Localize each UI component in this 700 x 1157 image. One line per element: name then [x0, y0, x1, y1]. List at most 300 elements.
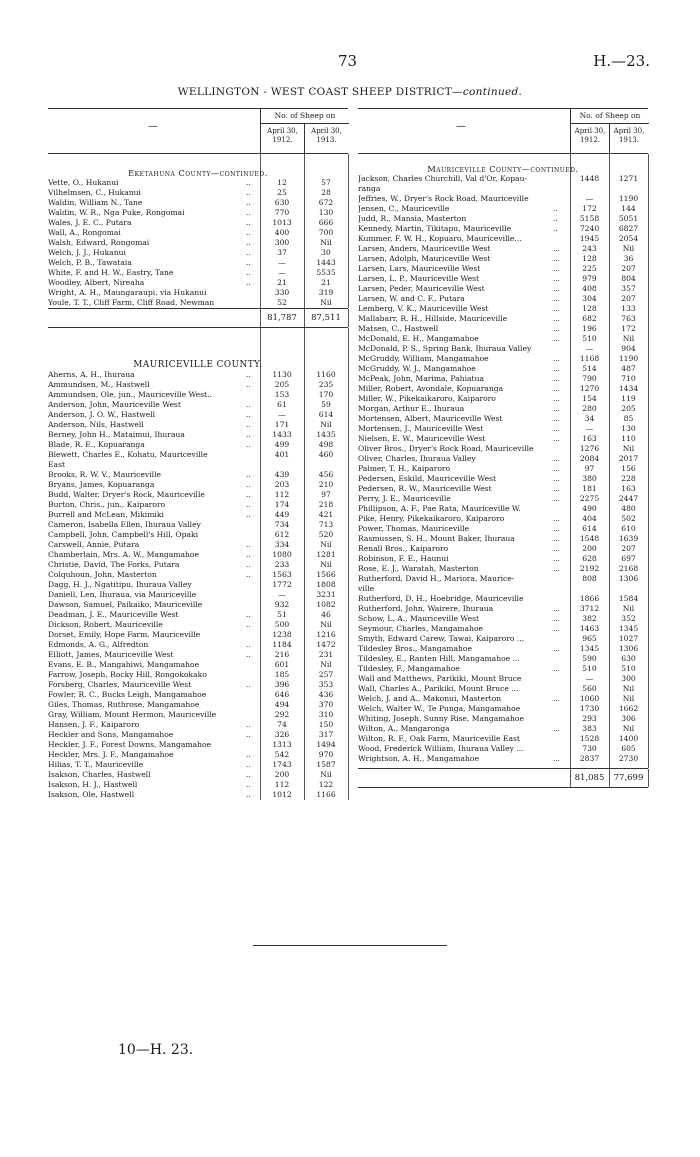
owner-name: Wall and Matthews, Parikiki, Mount Bruce	[358, 674, 522, 683]
table-row	[358, 234, 648, 244]
sheep-1913: 110	[621, 434, 636, 443]
sheep-1912: 21	[277, 278, 287, 287]
owner-name: Seymour, Charles, Mangamahoe	[358, 624, 484, 633]
table-row	[48, 560, 348, 570]
table-row	[358, 704, 648, 714]
sheep-1912: 112	[274, 490, 290, 499]
owner-name: Bryans, James, Kopuaranga	[48, 480, 155, 489]
leader-dots: ..	[246, 279, 251, 287]
sheep-1913: 235	[318, 380, 334, 389]
leader-dots: ..	[246, 731, 251, 739]
sheep-1912: 330	[274, 288, 290, 297]
sheep-1913: 1166	[316, 790, 336, 799]
leader-dots: ...	[553, 485, 560, 493]
sheep-1912: 542	[274, 750, 290, 759]
owner-name: Elliott, James, Mauriceville West	[48, 650, 174, 659]
sheep-1912: 1130	[272, 370, 292, 379]
sheep-1912: 1743	[272, 760, 292, 769]
table-row	[48, 700, 348, 710]
sheep-1913: 28	[321, 188, 331, 197]
owner-name: Wright, A. H., Maungaraupi, via Hukanui	[48, 288, 207, 297]
leader-dots: ..	[246, 561, 251, 569]
owner-name: McDonald, E. H., Mangamahoe	[358, 334, 479, 343]
sheep-1912: 730	[582, 744, 597, 753]
header-sheep-on: No. of Sheep on	[260, 109, 349, 124]
sheep-1912: 1463	[579, 624, 600, 633]
table-row	[48, 640, 348, 650]
owner-name: Rasmussen, S. H., Mount Baker, Ihuraua	[358, 534, 515, 543]
sheep-1912: 1433	[272, 430, 292, 439]
sheep-1912: 25	[277, 188, 287, 197]
sheep-1913: 59	[321, 400, 331, 409]
owner-name: Morgan, Arthur E., Ihuraua	[358, 404, 465, 413]
owner-name: Dawson, Samuel, Paikaiko, Mauriceville	[48, 600, 203, 609]
sheep-1913: 119	[621, 394, 636, 403]
table-row	[48, 540, 348, 550]
owner-name: Isakson, Ole, Hastwell	[48, 790, 135, 799]
owner-name: Wood, Frederick William, Ihuraua Valley ...	[358, 744, 524, 753]
leader-dots: ...	[553, 305, 560, 313]
sheep-1912: 401	[274, 450, 290, 459]
leader-dots: ...	[553, 365, 560, 373]
table-row	[48, 490, 348, 500]
sheep-1912: 1448	[579, 174, 600, 183]
sheep-1913: 605	[621, 744, 636, 753]
table-row	[48, 620, 348, 630]
sheep-1913: 1587	[316, 760, 336, 769]
table-row	[48, 238, 348, 248]
sheep-1913: 1435	[316, 430, 336, 439]
sheep-1913: 1494	[316, 740, 336, 749]
table-row	[358, 174, 648, 184]
page-number: 73	[338, 52, 358, 70]
table-row	[358, 584, 648, 594]
sheep-1913: 144	[621, 204, 636, 213]
owner-name: Isakson, H. J., Hastwell	[48, 780, 138, 789]
table-row	[358, 364, 648, 374]
sheep-1912: 172	[582, 204, 597, 213]
table-row	[358, 514, 648, 524]
total-1913: 77,699	[613, 773, 644, 783]
page-title: WELLINGTON - WEST COAST SHEEP DISTRICT—continued.	[177, 86, 523, 98]
owner-name: ville	[358, 584, 375, 593]
header-dash: —	[148, 121, 158, 132]
table-row	[48, 370, 348, 380]
owner-name: Jensen, C., Mauriceville	[358, 204, 450, 213]
sheep-1912: 1313	[272, 740, 292, 749]
owner-name: Rutherford, D. H., Hoebridge, Mauriceville	[358, 594, 524, 603]
owner-name: Larsen, W. and C. F., Putara	[358, 294, 465, 303]
leader-dots: ..	[246, 189, 251, 197]
sheep-1913: 1160	[316, 370, 336, 379]
table-row	[48, 470, 348, 480]
sheep-1913: 1190	[618, 354, 639, 363]
owner-name: Woodley, Albert, Nireaha	[48, 278, 145, 287]
sheep-1913: 1584	[618, 594, 639, 603]
leader-dots: ...	[553, 525, 560, 533]
footer-reference: 10—H. 23.	[118, 1042, 194, 1058]
left-table-body	[48, 154, 348, 308]
sheep-1912: 1730	[579, 704, 600, 713]
sheep-1912: 628	[582, 554, 597, 563]
sheep-1913: 85	[623, 414, 634, 423]
leader-dots: ...	[553, 625, 560, 633]
sheep-1912: 334	[274, 540, 290, 549]
table-row	[358, 384, 648, 394]
owner-name: Gray, William, Mount Hermon, Mauriceville	[48, 710, 217, 719]
table-row	[358, 264, 648, 274]
sheep-1913: 205	[621, 404, 636, 413]
sheep-1913: 904	[621, 344, 636, 353]
sheep-1913: 172	[621, 324, 636, 333]
owner-name: East	[48, 460, 66, 469]
leader-dots: ..	[246, 209, 251, 217]
sheep-1913: 5535	[316, 268, 336, 277]
leader-dots: ..	[246, 651, 251, 659]
table-row	[48, 400, 348, 410]
sheep-1912: 154	[582, 394, 597, 403]
sheep-1913: Nil	[622, 334, 635, 343]
sheep-1913: 156	[621, 464, 636, 473]
table-row	[358, 754, 648, 764]
owner-name: Pike, Henry, Pikekaikaroro, Kaiparoro	[358, 514, 505, 523]
owner-name: Larsen, Lars, Mauriceville West	[358, 264, 481, 273]
leader-dots: ...	[553, 555, 560, 563]
table-row	[48, 460, 348, 470]
owner-name: Tildesley, E., Ranten Hill, Mangamahoe ...	[358, 654, 520, 663]
sheep-1913: 130	[621, 424, 636, 433]
sheep-1912: 790	[582, 374, 597, 383]
owner-name: Hansen, J. F., Kaiparoro	[48, 720, 140, 729]
owner-name: Giles, Thomas, Ruthrose, Mangamahoe	[48, 700, 200, 709]
leader-dots: ..	[246, 269, 251, 277]
table-row	[358, 734, 648, 744]
sheep-1912: 560	[582, 684, 597, 693]
table-row	[358, 444, 648, 454]
sheep-1913: 1190	[618, 194, 639, 203]
leader-dots: ..	[246, 541, 251, 549]
leader-dots: ...	[553, 545, 560, 553]
sheep-1913: 480	[621, 504, 636, 513]
table-row	[358, 684, 648, 694]
sheep-1912: 326	[274, 730, 290, 739]
table-row	[358, 724, 648, 734]
owner-name: Renall Bros., Kaiparoro	[358, 544, 449, 553]
owner-name: Waldin, W. R., Nga Puke, Rongomai	[48, 208, 185, 217]
sheep-1912: 2275	[579, 494, 600, 503]
sheep-1912: 614	[582, 524, 597, 533]
table-row	[48, 268, 348, 278]
table-row	[358, 184, 648, 194]
sheep-1913: 170	[318, 390, 334, 399]
sheep-1912: 1528	[579, 734, 600, 743]
sheep-1912: 382	[582, 614, 597, 623]
sheep-1913: 231	[318, 650, 334, 659]
header-sheep-on: No. of Sheep on	[570, 109, 649, 124]
table-row	[48, 520, 348, 530]
sheep-1913: 370	[318, 700, 334, 709]
leader-dots: ...	[553, 295, 560, 303]
sheep-1913: 319	[318, 288, 334, 297]
owner-name: Rose, E. J., Waratah, Masterton	[358, 564, 479, 573]
sheep-1913: 710	[621, 374, 636, 383]
table-row	[48, 178, 348, 188]
sheep-1912: 185	[274, 670, 290, 679]
sheep-1912: 1270	[579, 384, 600, 393]
table-row	[48, 690, 348, 700]
sheep-1913: 353	[318, 680, 334, 689]
table-row	[48, 720, 348, 730]
sheep-1912: 7240	[579, 224, 600, 233]
left-table-header	[48, 108, 348, 154]
owner-name: Daniell, Len, Ihuraua, via Mauriceville	[48, 590, 197, 599]
sheep-1912: 510	[582, 664, 597, 673]
leader-dots: ..	[246, 791, 251, 799]
table-row	[358, 304, 648, 314]
sheep-1913: 2730	[618, 754, 639, 763]
owner-name: Kummer, F. W. H., Kopuaro, Mauriceville...	[358, 234, 522, 243]
leader-dots: ..	[246, 239, 251, 247]
leader-dots: ...	[553, 265, 560, 273]
total-1912: 81,787	[267, 313, 297, 323]
leader-dots: ...	[553, 605, 560, 613]
table-row	[358, 744, 648, 754]
table-row	[48, 600, 348, 610]
leader-dots: ..	[246, 781, 251, 789]
leader-dots: ..	[246, 471, 251, 479]
sheep-1912: 1945	[579, 234, 600, 243]
table-row	[48, 390, 348, 400]
sheep-1912: 37	[277, 248, 287, 257]
owner-name: Ammundsen, Ole, jun., Mauriceville West..	[48, 390, 212, 399]
table-row	[48, 198, 348, 208]
table-row	[48, 248, 348, 258]
sheep-1912: 510	[582, 334, 597, 343]
owner-name: Miller, W., Pikekaikaroro, Kaiparoro	[358, 394, 496, 403]
sheep-1912: 1060	[579, 694, 600, 703]
sheep-1912: 200	[274, 770, 290, 779]
owner-name: Rutherford, David H., Mariora, Maurice-	[358, 574, 515, 583]
section-heading: MAURICEVILLE COUNTY.	[133, 360, 263, 370]
sheep-1913: 763	[621, 314, 636, 323]
table-row	[358, 204, 648, 214]
leader-dots: ...	[553, 325, 560, 333]
owner-name: Wilton, A., Mangaronga	[358, 724, 450, 733]
sheep-1913: 713	[318, 520, 334, 529]
owner-name: Welch, Walter W., Te Punga, Mangamahoe	[358, 704, 521, 713]
sheep-1913: 2447	[618, 494, 639, 503]
owner-name: Dickson, Robert, Mauriceville	[48, 620, 163, 629]
sheep-1913: 6827	[618, 224, 639, 233]
table-row	[48, 710, 348, 720]
sheep-1912: 514	[582, 364, 597, 373]
leader-dots: ..	[246, 199, 251, 207]
sheep-1913: 210	[318, 480, 334, 489]
left-table-body-2	[48, 328, 348, 800]
leader-dots: ...	[553, 415, 560, 423]
owner-name: Forsberg, Charles, Mauriceville West	[48, 680, 192, 689]
table-row	[48, 760, 348, 770]
owner-name: Schow, L. A., Mauriceville West	[358, 614, 480, 623]
owner-name: Larsen, L. P., Mauriceville West	[358, 274, 480, 283]
sheep-1912: 153	[274, 390, 290, 399]
sheep-1913: 317	[318, 730, 334, 739]
table-row	[358, 484, 648, 494]
sheep-1913: 510	[621, 664, 636, 673]
owner-name: Heckler, J. F., Forest Downs, Mangamahoe	[48, 740, 212, 749]
sheep-1913: 614	[318, 410, 334, 419]
table-row	[358, 694, 648, 704]
owner-name: Blewett, Charles E., Kohatu, Mauriceville	[48, 450, 208, 459]
table-row	[358, 554, 648, 564]
table-row	[358, 194, 648, 204]
sheep-1913: Nil	[622, 694, 635, 703]
sheep-1912: 979	[582, 274, 597, 283]
table-row	[358, 634, 648, 644]
leader-dots: ..	[246, 761, 251, 769]
sheep-1913: 310	[318, 710, 334, 719]
leader-dots: ...	[553, 255, 560, 263]
leader-dots: ..	[246, 771, 251, 779]
sheep-1912: 1866	[579, 594, 600, 603]
leader-dots: ...	[553, 695, 560, 703]
leader-dots: ..	[246, 411, 251, 419]
leader-dots: ...	[553, 755, 560, 763]
sheep-1912: 1563	[272, 570, 292, 579]
table-row	[358, 534, 648, 544]
sheep-1913: 436	[318, 690, 334, 699]
header-col-1912: April 30, 1912.	[570, 124, 609, 153]
leader-dots: ..	[246, 621, 251, 629]
table-row	[48, 530, 348, 540]
owner-name: Campbell, John, Campbell's Hill, Opaki	[48, 530, 199, 539]
leader-dots: ..	[246, 681, 251, 689]
sheep-1913: Nil	[320, 660, 332, 669]
sheep-1912: 494	[274, 700, 290, 709]
leader-dots: ...	[553, 565, 560, 573]
owner-name: Jackson, Charles Churchill, Val d'Or, Kopau-	[358, 174, 528, 183]
owner-name: ranga	[358, 184, 381, 193]
sheep-1912: 590	[582, 654, 597, 663]
sheep-1913: 5051	[618, 214, 639, 223]
sheep-1912: 1168	[579, 354, 600, 363]
sheep-1912: —	[585, 424, 594, 433]
header-dash: —	[456, 121, 466, 132]
leader-dots: ...	[553, 725, 560, 733]
table-row	[358, 344, 648, 354]
sheep-1912: 304	[582, 294, 597, 303]
sheep-1912: —	[278, 410, 286, 419]
table-row	[48, 188, 348, 198]
leader-dots: ..	[246, 421, 251, 429]
sheep-1913: 1639	[618, 534, 639, 543]
sheep-1912: —	[278, 258, 286, 267]
sheep-1913: 130	[318, 208, 334, 217]
leader-dots: ..	[246, 551, 251, 559]
table-row	[48, 510, 348, 520]
sheep-1912: 61	[277, 400, 287, 409]
table-row	[48, 430, 348, 440]
owner-name: Vette, O., Hukanui	[48, 178, 119, 187]
sheep-1912: 630	[274, 198, 290, 207]
sheep-1913: 1808	[316, 580, 336, 589]
owner-name: Oliver, Charles, Ihuraua Valley	[358, 454, 476, 463]
sheep-1912: 500	[274, 620, 290, 629]
table-row	[48, 288, 348, 298]
sheep-1912: 203	[274, 480, 290, 489]
owner-name: Mortensen, J., Mauriceville West	[358, 424, 484, 433]
owner-name: Anderson, John, Mauriceville West	[48, 400, 181, 409]
owner-name: Colquhoun, John, Masterton	[48, 570, 157, 579]
sheep-1912: 1772	[272, 580, 292, 589]
table-row	[48, 660, 348, 670]
owner-name: Welch, J. and A., Makonui, Masterton	[358, 694, 502, 703]
table-row	[48, 420, 348, 430]
table-row	[358, 214, 648, 224]
sheep-1912: 12	[277, 178, 287, 187]
sheep-1912: 499	[274, 440, 290, 449]
table-row	[48, 500, 348, 510]
owner-name: Judd, R., Mansia, Masterton	[358, 214, 467, 223]
owner-name: Kennedy, Martin, Tikitapu, Mauriceville	[358, 224, 512, 233]
sheep-1912: 74	[277, 720, 287, 729]
sheep-1913: 498	[318, 440, 334, 449]
sheep-1913: 1027	[618, 634, 639, 643]
table-row	[358, 574, 648, 584]
sheep-1913: Nil	[622, 724, 635, 733]
table-row	[358, 404, 648, 414]
sheep-1913: 1345	[618, 624, 639, 633]
right-total-row	[358, 768, 648, 788]
section-heading: Mauriceville County—continued.	[427, 164, 579, 174]
owner-name: Phillipson, A. F., Pae Rata, Mauriceville W.	[358, 504, 521, 513]
owner-name: Welch, J. J., Hukanui	[48, 248, 126, 257]
sheep-1912: 97	[584, 464, 595, 473]
owner-name: Anderson, J. O. W., Hastwell	[48, 410, 156, 419]
sheep-1913: 1443	[316, 258, 336, 267]
leader-dots: ...	[553, 645, 560, 653]
leader-dots: ...	[553, 355, 560, 363]
sheep-1913: 610	[621, 524, 636, 533]
leader-dots: ...	[553, 455, 560, 463]
owner-name: Pedersen, Eskild, Mauriceville West	[358, 474, 497, 483]
table-row	[358, 224, 648, 234]
sheep-1913: 133	[621, 304, 636, 313]
owner-name: Heckler and Sons, Mangamahoe	[48, 730, 174, 739]
table-row	[358, 714, 648, 724]
sheep-1913: Nil	[320, 420, 332, 429]
table-row	[358, 434, 648, 444]
table-row	[358, 424, 648, 434]
sheep-1913: Nil	[622, 684, 635, 693]
owner-name: Wall, A., Rongomai	[48, 228, 121, 237]
sheep-1912: —	[278, 590, 286, 599]
sheep-1913: 228	[621, 474, 636, 483]
table-row	[48, 650, 348, 660]
sheep-1913: Nil	[320, 620, 332, 629]
table-row	[48, 410, 348, 420]
table-row	[358, 604, 648, 614]
leader-dots: ...	[553, 245, 560, 253]
table-row	[358, 294, 648, 304]
owner-name: McDonald, P. S., Spring Bank, Ihuraua Valley	[358, 344, 532, 353]
sheep-1913: 46	[321, 610, 331, 619]
sheep-1913: 700	[318, 228, 334, 237]
owner-name: Aherns, A. H., Ihuraua	[48, 370, 135, 379]
table-row	[48, 770, 348, 780]
sheep-1913: 218	[318, 500, 334, 509]
sheep-1912: 5158	[579, 214, 600, 223]
